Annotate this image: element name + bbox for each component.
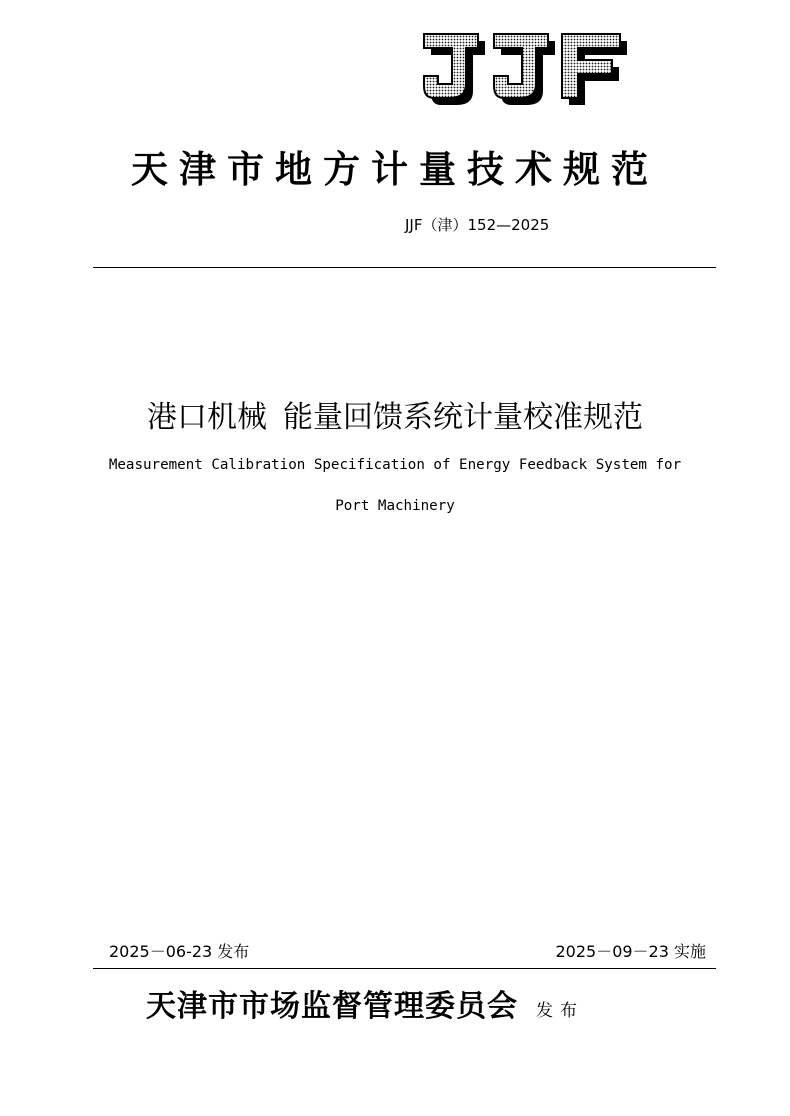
issue-date: 2025－06-23 发布: [109, 942, 250, 961]
publish-verb: 发布: [536, 1001, 584, 1021]
title-zh-part1: 港口机械: [147, 400, 267, 435]
document-title-zh: [0, 396, 790, 440]
publisher-name: 天津市市场监督管理委员会: [146, 989, 518, 1024]
title-zh-part2: 能量回馈系统计量校准规范: [283, 400, 643, 435]
jjf-logo: [420, 32, 630, 108]
publisher-line: [146, 985, 584, 1029]
standard-code: JJF（津）152—2025: [405, 216, 550, 234]
top-divider: [93, 267, 716, 268]
bottom-divider: [93, 968, 716, 969]
document-title-en-line1: Measurement Calibration Specification of Energy Feedback System for: [108, 457, 682, 473]
standard-series-title: 天津市地方计量技术规范: [131, 147, 659, 191]
document-title-en-line2: Port Machinery: [335, 498, 455, 514]
implementation-date: 2025－09－23 实施: [555, 942, 706, 961]
